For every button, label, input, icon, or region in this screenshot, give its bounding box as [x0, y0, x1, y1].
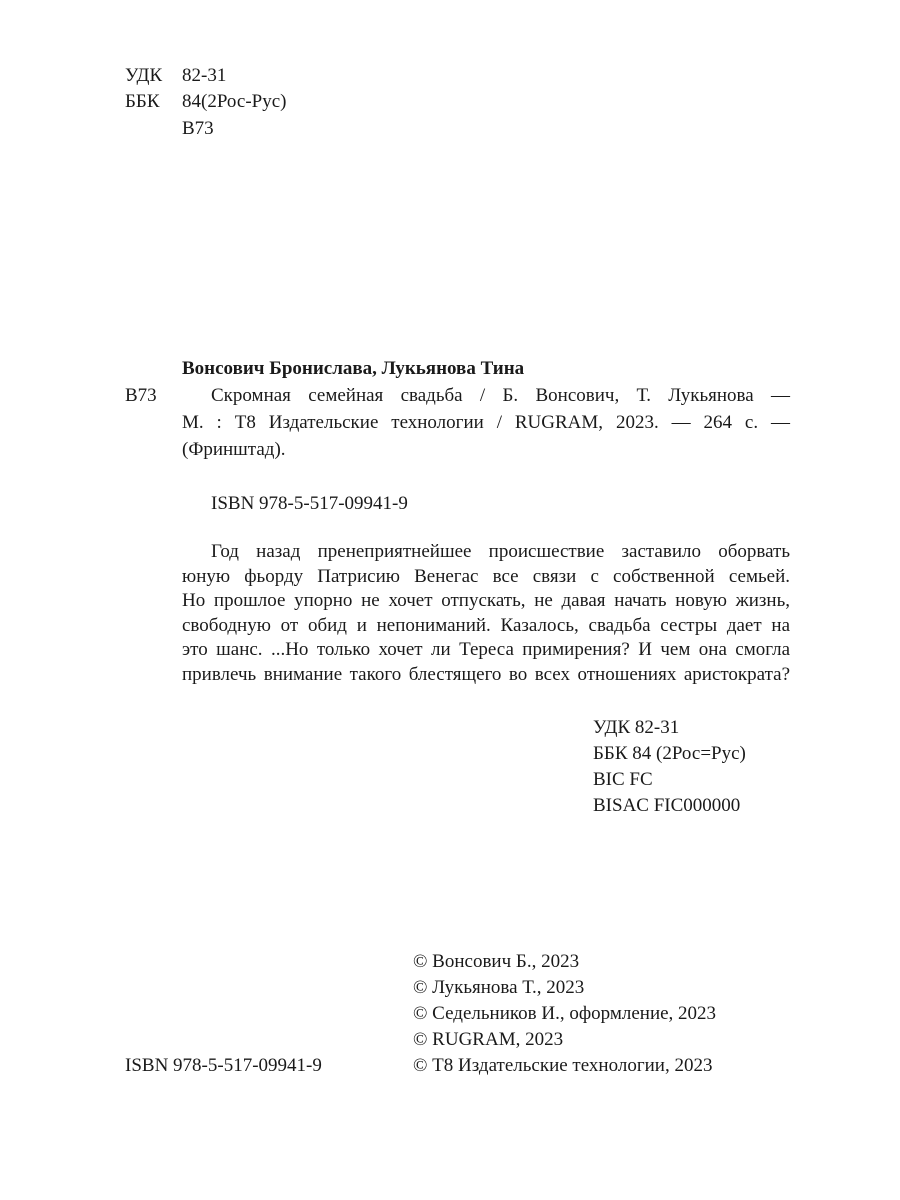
authors: Вонсович Бронислава, Лукьянова Тина: [182, 358, 525, 379]
bbk-value: 84(2Рос-Рус): [182, 91, 287, 112]
bbk-label: ББК: [125, 91, 160, 112]
classification-udk: УДК 82-31: [593, 717, 680, 738]
classification-bic: BIC FC: [593, 769, 653, 790]
record-isbn: ISBN 978-5-517-09941-9: [211, 493, 408, 514]
abstract-line: Год назад пренеприятнейшее происшествие заставило оборвать: [211, 541, 790, 562]
copyright-line: © Т8 Издательские технологии, 2023: [413, 1055, 713, 1076]
abstract-line: это шанс. ...Но только хочет ли Тереса примирения? И чем она смогла: [182, 639, 790, 660]
copyright-line: © Вонсович Б., 2023: [413, 951, 580, 972]
classification-bbk: ББК 84 (2Рос=Рус): [593, 743, 746, 764]
record-line: М. : Т8 Издательские технологии / RUGRAM, 2023. — 264 с. —: [182, 412, 790, 433]
copyright-line: © Седельников И., оформление, 2023: [413, 1003, 717, 1024]
copyright-block: [413, 949, 716, 1079]
abstract-line: Но прошлое упорно не хочет отпускать, не давая начать новую жизнь,: [182, 590, 790, 611]
record-line: Скромная семейная свадьба / Б. Вонсович, Т. Лукьянова —: [211, 385, 790, 406]
udk-label: УДК: [125, 65, 163, 86]
abstract-line: юную фьорду Патрисию Венегас все связи с собственной семьей.: [182, 566, 790, 587]
footer-isbn: ISBN 978-5-517-09941-9: [125, 1055, 322, 1076]
udk-value: 82-31: [182, 65, 227, 86]
author-mark: В73: [182, 118, 214, 139]
copyright-line: © Лукьянова Т., 2023: [413, 977, 585, 998]
record-line: (Фринштад).: [182, 439, 286, 460]
abstract-line: свободную от обид и непониманий. Казалось, свадьба сестры дает на: [182, 615, 790, 636]
classification-block: [593, 715, 746, 819]
copyright-line: © RUGRAM, 2023: [413, 1029, 564, 1050]
record-mark: В73: [125, 385, 157, 406]
classification-bisac: BISAC FIC000000: [593, 795, 741, 816]
abstract-line: привлечь внимание такого блестящего во всех отношениях аристократа?: [182, 664, 790, 685]
